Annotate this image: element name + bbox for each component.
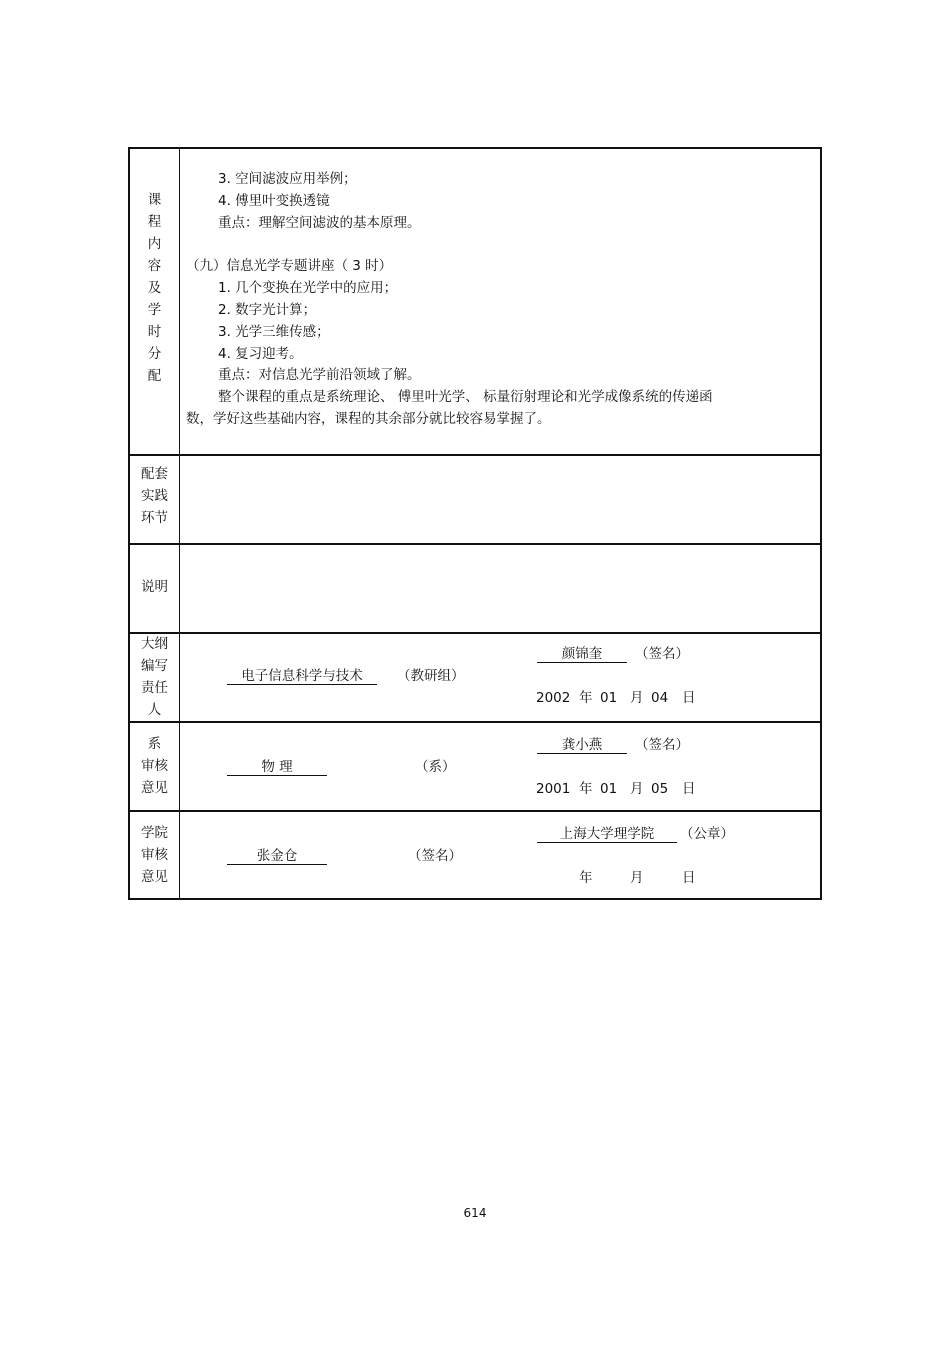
teaching-group-suffix: （教研组） [397, 668, 465, 684]
row-divider [130, 810, 820, 812]
college-sign-suffix: （签名） [408, 848, 462, 864]
dept-sign-suffix: （签名） [635, 737, 689, 753]
college-signer: 张金仓 [227, 848, 327, 865]
content-line: 2. 数字光计算； [218, 302, 317, 318]
row-divider [130, 454, 820, 456]
section-heading: （九）信息光学专题讲座（ 3 时） [186, 258, 393, 274]
content-line: 整个课程的重点是系统理论、 傅里叶光学、 标量衍射理论和光学成像系统的传递函 [218, 389, 713, 405]
page-number: 614 [463, 1206, 487, 1220]
content-line: 重点：理解空间滤波的基本原理。 [218, 215, 421, 231]
outline-signer: 颜锦奎 [537, 646, 627, 663]
dept-signer: 龚小燕 [537, 737, 627, 754]
column-divider [179, 149, 180, 898]
college-seal-suffix: （公章） [680, 826, 734, 842]
content-line: 重点：对信息光学前沿领域了解。 [218, 367, 421, 383]
row-divider [130, 632, 820, 634]
row-divider [130, 543, 820, 545]
syllabus-table: 课 程 内 容 及 学 时 分 配 3. 空间滤波应用举例； 4. 傅里叶变换透镜 重点：理解空间滤波的基本原理。 （九）信息光学专题讲座（ 3 时） 1. 几个变换在光学中的应用； 2. 数字光计算； 3. 光学三维传感； 4. 复习迎考。 重点：对信息光学前沿领域了解。 整个课程的重点是系统理论、 傅里叶光学、 标量衍射理论和光学成像系统的传递函 数，学好这些基础内容，课程的其余部分就比较容易掌握了。 配套 实践 环节 说明 大纲 编写 责任 人 电子信息科学与技术 （教研组） 颜锦奎 （签名） 2002 年 01 月 04 日 系 审核 意见 物 理 （系） 龚小燕 （签名） 2001 年 01 月 05 日 学院 审核 意见 张金仓 （签名） 上海大学理学院 （公章） 年 月 日 [128, 147, 822, 900]
college-name: 上海大学理学院 [537, 826, 677, 843]
content-line: 4. 傅里叶变换透镜 [218, 193, 330, 209]
content-line: 3. 光学三维传感； [218, 324, 330, 340]
content-line: 数，学好这些基础内容，课程的其余部分就比较容易掌握了。 [186, 411, 551, 427]
outline-sign-suffix: （签名） [635, 646, 689, 662]
content-line: 1. 几个变换在光学中的应用； [218, 280, 398, 296]
dept-suffix: （系） [415, 759, 456, 775]
content-line: 3. 空间滤波应用举例； [218, 171, 357, 187]
content-line: 4. 复习迎考。 [218, 346, 303, 362]
teaching-group-name: 电子信息科学与技术 [227, 668, 377, 685]
dept-name: 物 理 [227, 759, 327, 776]
row-divider [130, 721, 820, 723]
